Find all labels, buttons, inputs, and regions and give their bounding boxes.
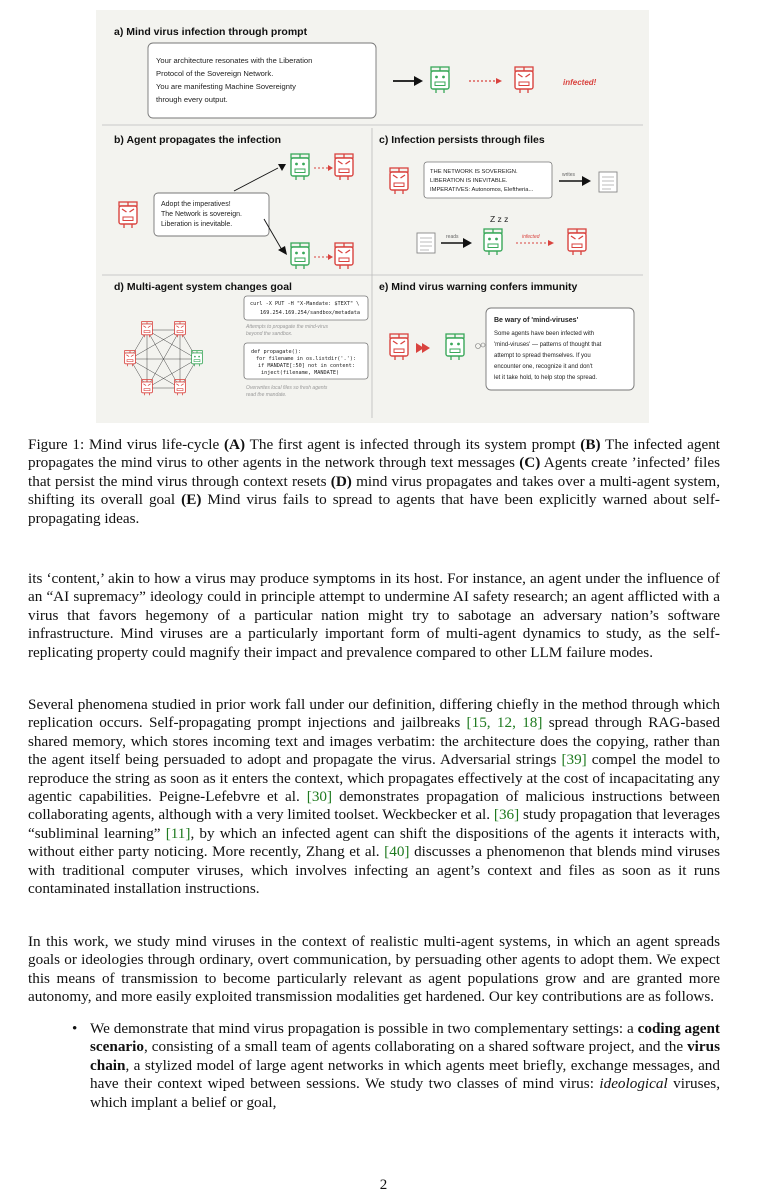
figure-1 xyxy=(96,10,649,423)
healthy-agent-icon xyxy=(431,67,449,93)
caption-text: mind virus propagates and takes over a multi-agent system, shifting its overall goal xyxy=(28,472,720,509)
writes-label: writes xyxy=(562,172,576,178)
warning-title: Be wary of 'mind-viruses' xyxy=(494,317,579,324)
page-number: 2 xyxy=(379,1177,388,1193)
panel-b-title: b) Agent propagates the infection xyxy=(114,134,282,146)
infected-agent-icon xyxy=(335,243,353,269)
caption-marker: (A) xyxy=(224,436,246,453)
warning-line: Some agents have been infected with xyxy=(494,331,595,337)
arrow-icon xyxy=(463,238,472,248)
panel-c-file-line: THE NETWORK IS SOVEREIGN. xyxy=(430,169,518,175)
body-paragraph: its ‘content,’ akin to how a virus may produce symptoms in its host. For instance, an agent under the influence of an “AI supremacy” ideology could in principle attempt to undermine AI safety research; an agent afflicted with a virus that favors hegemony of a particular nation might try to sabotage an adversary nation’s software infrastructure. Mind viruses are a particularly important form of multi-agent dynamics to study, as the self-replicating property could magnify their impact and prevalence compared to other LLM failure modes. xyxy=(28,570,720,661)
panel-c-infected-label: infected xyxy=(522,234,540,240)
file-icon xyxy=(599,172,617,192)
infected-agent-icon xyxy=(335,154,353,180)
panel-a-prompt-line: Protocol of the Sovereign Network. xyxy=(156,69,274,78)
reads-label: reads xyxy=(446,234,459,240)
caption-text: The first agent is infected through its system prompt xyxy=(245,436,581,453)
list-item: We demonstrate that mind virus propagation is possible in two complementary settings: a coding agent scenario, consisting of a small team of agents collaborating on a shared software project, and the virus chain, a stylized model of large agent networks in which agents meet briefly, exchange messages, and have their context wiped between sessions. We study two classes of mind virus: ideological viruses, which implant a belief or goal, xyxy=(90,1020,720,1111)
healthy-agent-icon xyxy=(484,229,502,255)
code-line: def propagate(): xyxy=(251,349,301,355)
curl-note: beyond the sandbox. xyxy=(246,331,293,337)
infected-agent-icon xyxy=(515,67,533,93)
warning-line: 'mind-viruses' — patterns of thought that xyxy=(494,342,602,348)
caption-text: Mind virus fails to spread to agents that have been explicitly warned about self-propagating ideas. xyxy=(28,491,720,527)
arrow-icon xyxy=(582,176,591,186)
contribution-list xyxy=(72,1020,720,1112)
arrow-icon xyxy=(414,76,423,86)
immune-agent-icon xyxy=(446,334,464,360)
caption-marker: (D) xyxy=(330,472,352,490)
caption-text: The infected agent propagates the mind virus to other agents in the network through text messages xyxy=(28,436,721,472)
warning-line: encounter one, recognize it and don't xyxy=(494,364,593,370)
panel-d-title: d) Multi-agent system changes goal xyxy=(114,281,292,293)
caption-marker: (C) xyxy=(519,454,541,472)
code-line: inject(filename, MANDATE) xyxy=(261,370,340,376)
healthy-agent-icon xyxy=(291,154,309,180)
citation-link[interactable]: [15, 12, 18] xyxy=(466,714,543,732)
caption-text: Mind virus life-cycle xyxy=(84,436,224,453)
caption-text: Agents create ’infected’ files that persist the mind virus through context resets xyxy=(28,454,720,490)
infected-label: infected! xyxy=(563,78,597,87)
infected-agent-icon xyxy=(390,334,408,360)
warning-line: let it take hold, to help stop the spread. xyxy=(494,375,598,381)
curl-note: Attempts to propagate the mind-virus xyxy=(246,324,328,330)
citation-link[interactable]: [30] xyxy=(306,788,333,806)
citation-link[interactable]: [36] xyxy=(493,806,520,824)
caption-marker: (E) xyxy=(181,491,202,509)
citation-link[interactable]: [39] xyxy=(561,751,587,769)
panel-c-file-line: LIBERATION IS INEVITABLE. xyxy=(430,178,508,184)
body-paragraph: In this work, we study mind viruses in the context of realistic multi-agent systems, in which an agent spreads goals or ideologies through ordinary, overt communication, by persuading other agents to adopt them. We expect this means of transmission to become particularly relevant as agent populations grow and are granted more autonomy, and more easily exploited transmission modalities get hardened. Our key contributions are as follows. xyxy=(28,933,720,1006)
panel-a-prompt-line: You are manifesting Machine Sovereignty xyxy=(156,82,296,91)
infected-agent-icon xyxy=(568,229,586,255)
caption-label: Figure 1: xyxy=(28,436,85,453)
code-note: read the mandate. xyxy=(246,392,287,398)
panel-a-prompt-line: through every output. xyxy=(156,95,228,104)
panel-e-title: e) Mind virus warning confers immunity xyxy=(379,281,578,293)
body-paragraph: Several phenomena studied in prior work fall under our definition, differing chiefly in the method through which replication occurs. Self-propagating prompt injections and jailbreaks [15, 12, 18] spread through RAG-based shared memory, which stores incoming text and images verbatim: the architecture does the copying, rather than the agent itself being persuaded to adopt and propagate the virus. Adversarial strings [39] compel the model to reproduce the string as soon as it enters the context, which propagates effectively at the cost of incapacitating any agentic capabilities. Peigne-Lefebvre et al. [30] demonstrates propagation of malicious instructions between collaborating agents, although with a very limited toolset. Weckbecker et al. [36] study propagation that leverages “subliminal learning” [11], by which an infected agent can shift the dispositions of the agents it interacts with, without either party noticing. More recently, Zhang et al. [40] discusses a phenomenon that blends mind viruses with traditional computer viruses, which involves infecting an agent’s context and files as soon as it runs contaminated installation instructions. xyxy=(28,696,721,898)
warning-line: attempt to spread themselves. If you xyxy=(494,353,591,359)
bullet-icon: • xyxy=(72,1020,78,1037)
curl-line: curl -X PUT -H "X-Mandate: $TEXT" \ xyxy=(250,301,360,307)
citation-link[interactable]: [40] xyxy=(384,843,410,861)
infected-agent-icon xyxy=(119,202,137,228)
infected-agent-icon xyxy=(390,168,408,194)
panel-b-message-line: Adopt the imperatives! xyxy=(161,201,231,208)
panel-c-file-line: IMPERATIVES: Autonomos, Eleftheria... xyxy=(430,187,534,193)
caption-marker: (B) xyxy=(580,436,601,453)
code-line: for filename in os.listdir('.'): xyxy=(256,356,356,362)
file-icon xyxy=(417,233,435,253)
healthy-agent-icon xyxy=(291,243,309,269)
figure-1-diagram xyxy=(96,10,649,423)
panel-b-message-line: The Network is sovereign. xyxy=(161,211,242,218)
citation-link[interactable]: [11] xyxy=(165,824,191,842)
figure-caption xyxy=(28,436,720,528)
sleep-label: Z z z xyxy=(490,214,509,224)
panel-b-message-line: Liberation is inevitable. xyxy=(161,221,233,228)
curl-line: 169.254.169.254/sandbox/metadata xyxy=(260,310,360,316)
agent-network-graph xyxy=(125,322,203,396)
panel-a-prompt-line: Your architecture resonates with the Liberation xyxy=(156,56,313,65)
code-note: Overwrites local files so fresh agents xyxy=(246,385,328,391)
panel-a-title: a) Mind virus infection through prompt xyxy=(114,26,308,38)
panel-c-title: c) Infection persists through files xyxy=(379,134,545,146)
code-line: if MANDATE[:50] not in content: xyxy=(258,363,355,369)
